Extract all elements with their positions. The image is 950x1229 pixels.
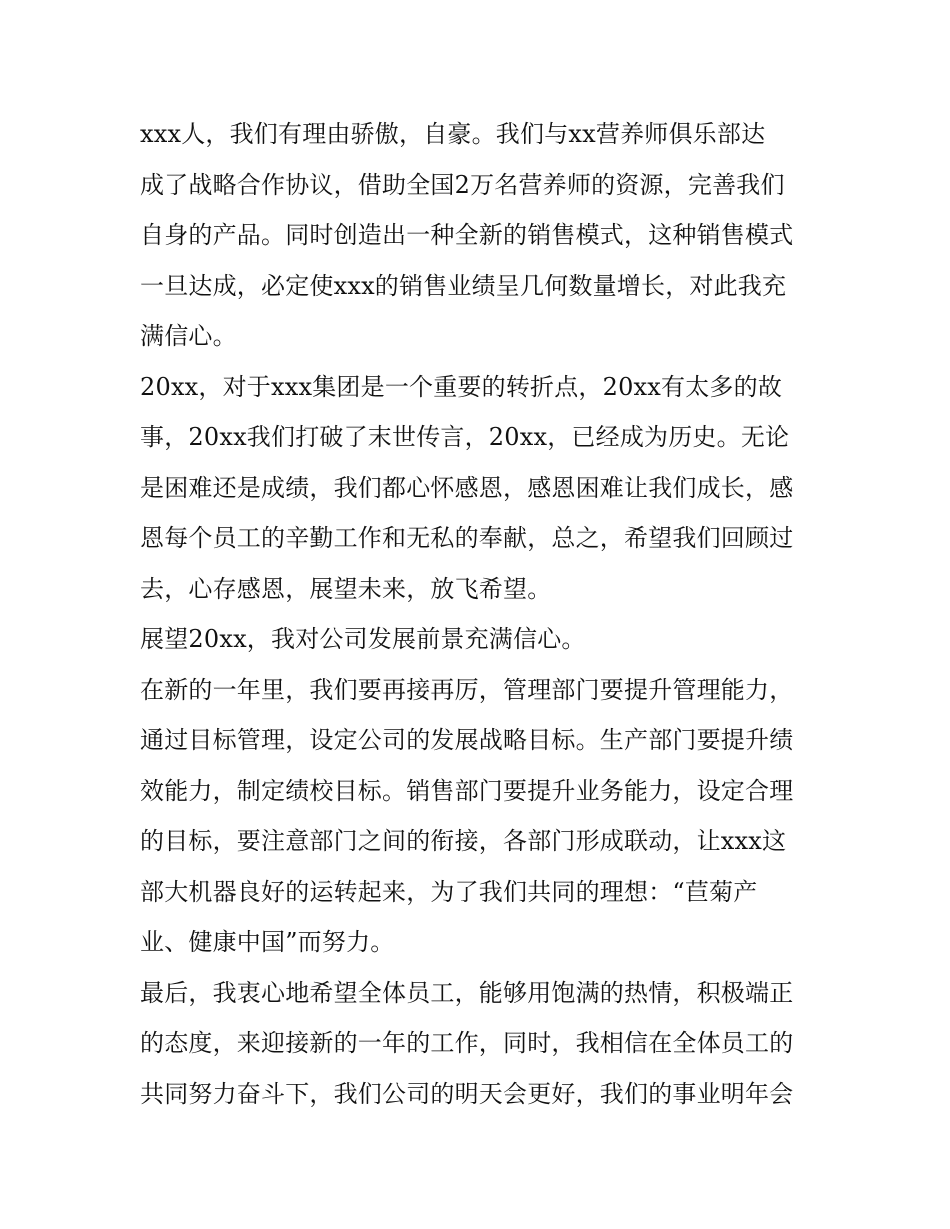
text-line: 是困难还是成绩，我们都心怀感恩，感恩困难让我们成长，感 [140,473,794,502]
text-line: 的目标，要注意部门之间的衔接，各部门形成联动，让xxx这 [140,827,787,855]
text-line: 最后，我衷心地希望全体员工，能够用饱满的热情，积极端正 [140,978,794,1007]
text-line: 去，心存感恩，展望未来，放飞希望。 [140,574,552,603]
text-line: 展望20xx，我对公司发展前景充满信心。 [140,625,586,653]
text-line: 共同努力奋斗下，我们公司的明天会更好，我们的事业明年会 [140,1079,794,1108]
text-line: 一旦达成，必定使xxx的销售业绩呈几何数量增长，对此我充 [140,271,787,300]
text-line: 自身的产品。同时创造出一种全新的销售模式，这种销售模式 [140,221,794,249]
text-line: 通过目标管理，设定公司的发展战略目标。生产部门要提升绩 [140,726,794,754]
text-line: 满信心。 [140,322,237,350]
document-body [140,109,814,1119]
text-line: 业、健康中国”而努力。 [140,928,395,956]
text-line: xxx人，我们有理由骄傲，自豪。我们与xx营养师俱乐部达 [140,120,766,148]
text-line: 恩每个员工的辛勤工作和无私的奉献，总之，希望我们回顾过 [140,524,794,552]
text-line: 成了战略合作协议，借助全国2万名营养师的资源，完善我们 [140,170,785,199]
text-line: 事，20xx我们打破了末世传言，20xx，已经成为历史。无论 [140,423,790,451]
text-line: 在新的一年里，我们要再接再厉，管理部门要提升管理能力， [140,675,794,704]
text-line: 部大机器良好的运转起来，为了我们共同的理想：“苣菊产 [140,877,758,906]
text-line: 的态度，来迎接新的一年的工作，同时，我相信在全体员工的 [140,1029,794,1057]
text-line: 20xx，对于xxx集团是一个重要的转折点，20xx有太多的故 [140,372,783,401]
text-line: 效能力，制定绩校目标。销售部门要提升业务能力，设定合理 [140,776,794,805]
